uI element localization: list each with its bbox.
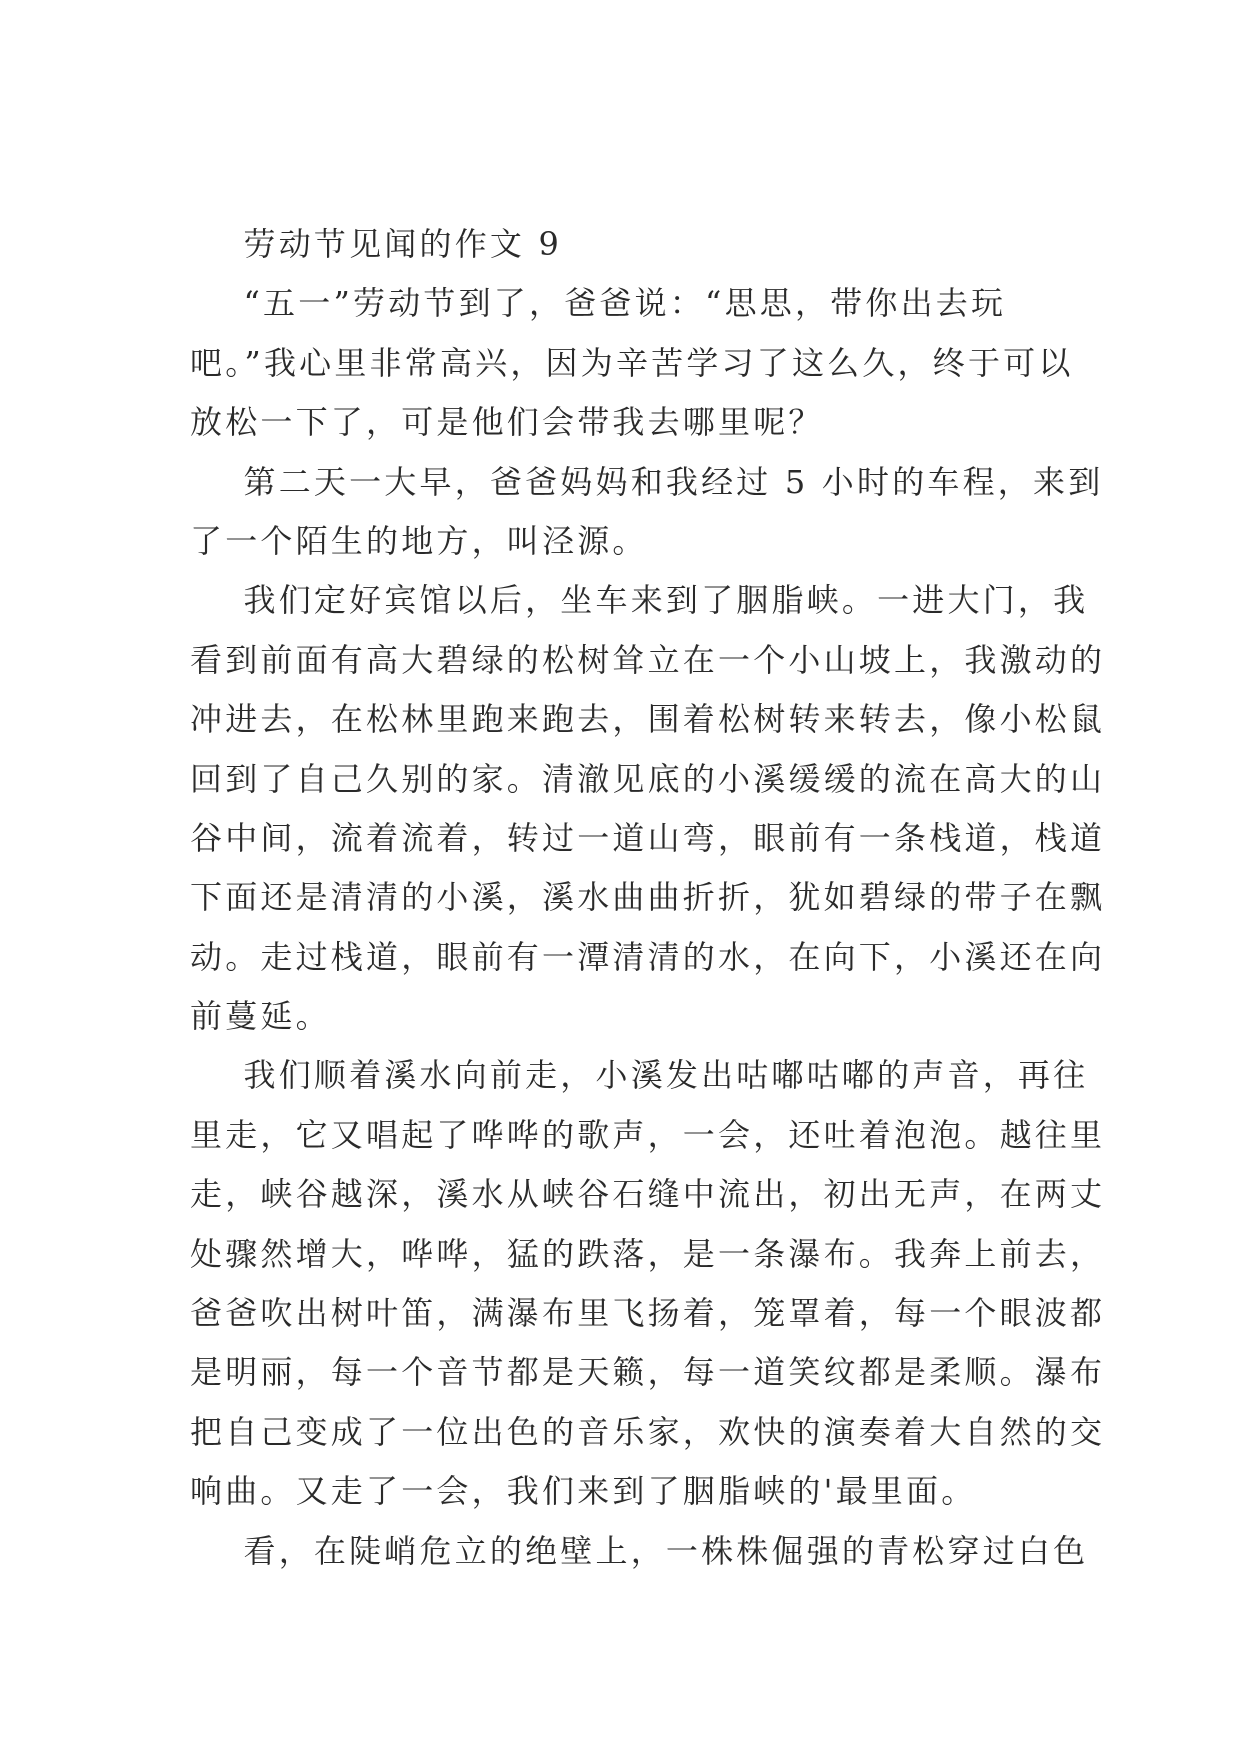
text-line: 走，峡谷越深，溪水从峡谷石缝中流出，初出无声，在两丈	[190, 1175, 1106, 1214]
text-line: 里走，它又唱起了哗哗的歌声，一会，还吐着泡泡。越往里	[190, 1115, 1106, 1154]
document-title: 劳动节见闻的作文 9	[190, 225, 563, 263]
text-line: 把自己变成了一位出色的音乐家，欢快的演奏着大自然的交	[190, 1412, 1106, 1451]
text-line: 动。走过栈道，眼前有一潭清清的水，在向下，小溪还在向	[190, 937, 1106, 976]
text-line: 了一个陌生的地方，叫泾源。	[190, 521, 648, 560]
text-line: 回到了自己久别的家。清澈见底的小溪缓缓的流在高大的山	[190, 759, 1106, 798]
text-line: 吧。”我心里非常高兴，因为辛苦学习了这么久，终于可以	[190, 343, 1074, 382]
text-line: 看，在陡峭危立的绝壁上，一株株倔强的青松穿过白色	[190, 1531, 1089, 1570]
text-line: 响曲。又走了一会，我们来到了胭脂峡的'最里面。	[190, 1472, 977, 1511]
text-line: 爸爸吹出树叶笛，满瀑布里飞扬着，笼罩着，每一个眼波都	[190, 1294, 1106, 1333]
text-line: 谷中间，流着流着，转过一道山弯，眼前有一条栈道，栈道	[190, 818, 1106, 857]
text-line: “五一”劳动节到了，爸爸说：“思思，带你出去玩	[190, 284, 1007, 323]
text-line: 前蔓延。	[190, 997, 331, 1036]
document-body	[190, 215, 1106, 1581]
text-line: 第二天一大早，爸爸妈妈和我经过 5 小时的车程，来到	[190, 462, 1104, 501]
text-line: 下面还是清清的小溪，溪水曲曲折折，犹如碧绿的带子在飘	[190, 878, 1106, 917]
text-line: 放松一下了，可是他们会带我去哪里呢？	[190, 403, 824, 442]
text-line: 是明丽，每一个音节都是天籁，每一道笑纹都是柔顺。瀑布	[190, 1353, 1106, 1392]
text-line: 处骤然增大，哗哗，猛的跌落，是一条瀑布。我奔上前去，	[190, 1234, 1106, 1273]
text-line: 我们顺着溪水向前走，小溪发出咕嘟咕嘟的声音，再往	[190, 1056, 1089, 1095]
text-line: 冲进去，在松林里跑来跑去，围着松树转来转去，像小松鼠	[190, 700, 1106, 739]
text-line: 看到前面有高大碧绿的松树耸立在一个小山坡上，我激动的	[190, 640, 1106, 679]
text-line: 我们定好宾馆以后，坐车来到了胭脂峡。一进大门，我	[190, 581, 1089, 620]
